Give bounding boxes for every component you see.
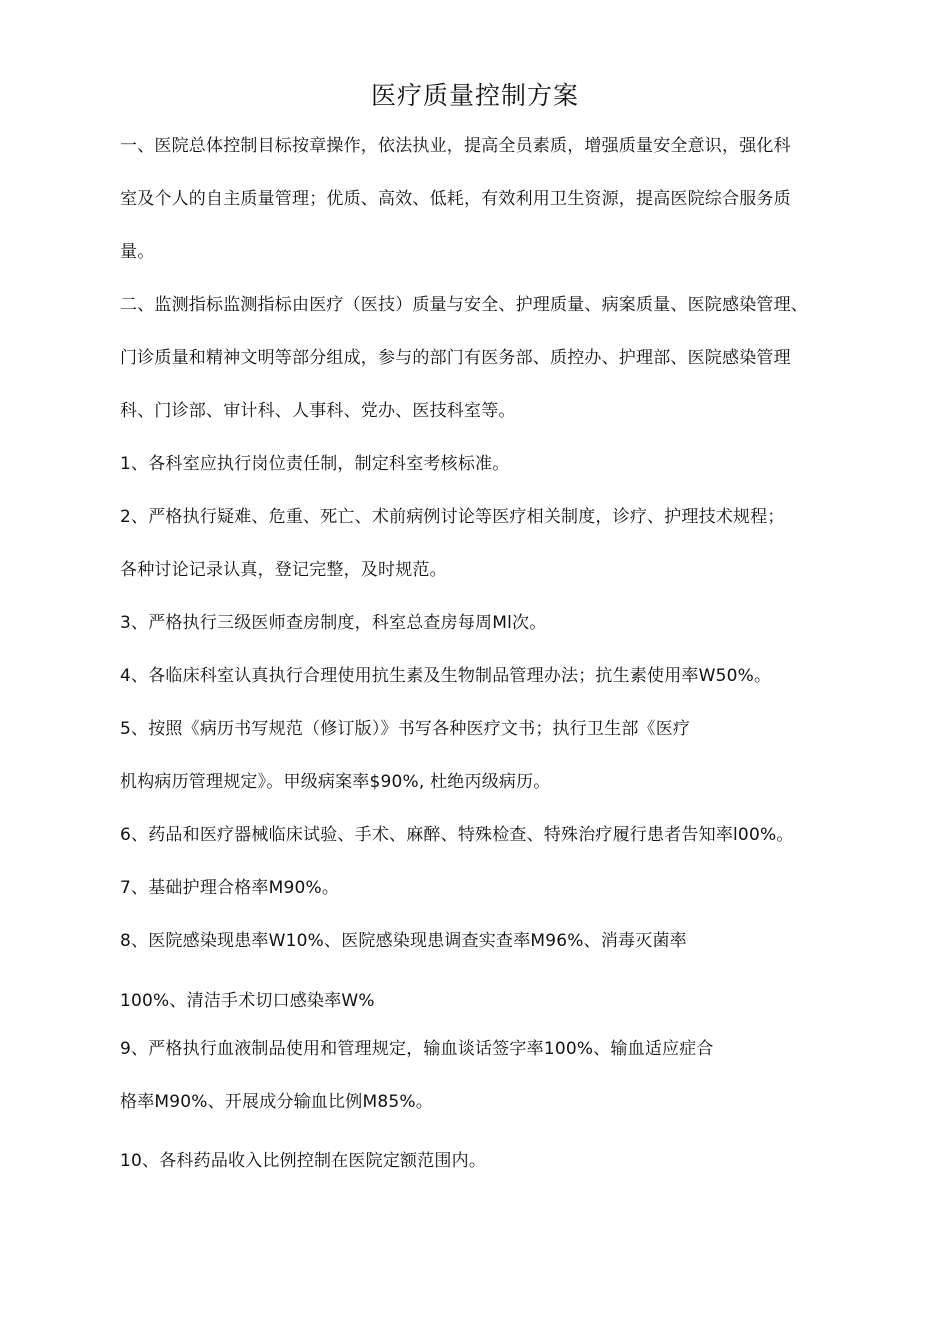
text-line: 9、严格执行血液制品使用和管理规定，输血谈话签字率100%、输血适应症合 — [120, 1039, 714, 1059]
text-line: 科、门诊部、审计科、人事科、党办、医技科室等。 — [120, 401, 516, 421]
text-line: 4、各临床科室认真执行合理使用抗生素及生物制品管理办法；抗生素使用率W50%。 — [120, 666, 772, 686]
text-line: 100%、清洁手术切口感染率W% — [120, 991, 375, 1011]
text-line: 机构病历管理规定》。甲级病案率$90%, 杜绝丙级病历。 — [120, 772, 551, 792]
text-line: 门诊质量和精神文明等部分组成，参与的部门有医务部、质控办、护理部、医院感染管理 — [120, 348, 791, 368]
text-line: 10、各科药品收入比例控制在医院定额范围内。 — [120, 1151, 487, 1171]
document-title: 医疗质量控制方案 — [370, 81, 579, 110]
text-line: 7、基础护理合格率M90%。 — [120, 878, 340, 898]
text-line: 6、药品和医疗器械临床试验、手术、麻醉、特殊检查、特殊治疗履行患者告知率l00%。 — [120, 825, 794, 845]
text-line: 5、按照《病历书写规范（修订版）》书写各种医疗文书；执行卫生部《医疗 — [120, 719, 691, 739]
text-line: 一、医院总体控制目标按章操作，依法执业，提高全员素质，增强质量安全意识，强化科 — [120, 136, 791, 156]
text-line: 格率M90%、开展成分输血比例M85%。 — [120, 1092, 433, 1112]
text-line: 室及个人的自主质量管理；优质、高效、低耗，有效利用卫生资源，提高医院综合服务质 — [120, 189, 791, 209]
text-line: 8、医院感染现患率W10%、医院感染现患调查实查率M96%、消毒灭菌率 — [120, 931, 687, 951]
text-line: 二、监测指标监测指标由医疗（医技）质量与安全、护理质量、病案质量、医院感染管理、 — [120, 295, 808, 315]
text-line: 3、严格执行三级医师查房制度，科室总查房每周Ml次。 — [120, 613, 547, 633]
text-line: 1、各科室应执行岗位责任制，制定科室考核标准。 — [120, 454, 510, 474]
text-line: 量。 — [120, 242, 155, 262]
text-line: 2、严格执行疑难、危重、死亡、术前病例讨论等医疗相关制度，诊疗、护理技术规程； — [120, 507, 785, 527]
text-line: 各种讨论记录认真，登记完整，及时规范。 — [120, 560, 447, 580]
